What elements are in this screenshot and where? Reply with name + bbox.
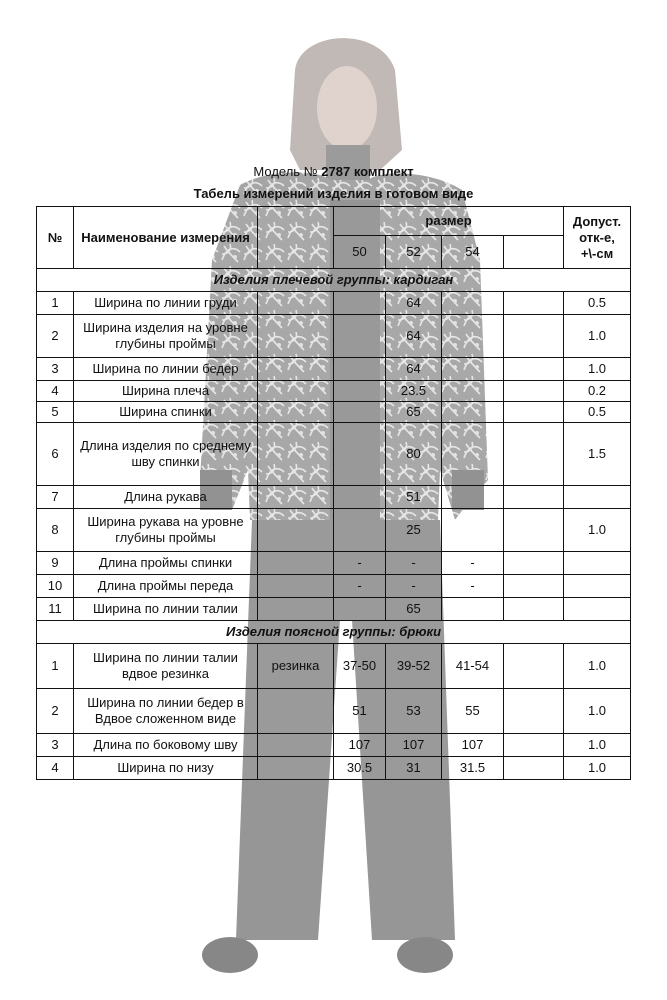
table-row [37,757,631,780]
row-empty [504,598,564,621]
row-tolerance: 1.0 [564,734,631,757]
row-size-50 [334,292,386,315]
row-size-50: - [334,552,386,575]
row-tolerance: 1.5 [564,423,631,486]
size-empty-header [504,236,564,269]
section-cardigan: Изделия плечевой группы: кардиган [37,269,631,292]
row-number: 4 [37,381,74,402]
table-row [37,381,631,402]
row-size-54 [442,381,504,402]
row-size-54: - [442,575,504,598]
row-size-54 [442,423,504,486]
row-name: Ширина по линии бедер [74,358,258,381]
model-title-prefix: Модель № [253,164,318,179]
table-row [37,598,631,621]
table-row [37,402,631,423]
row-tolerance: 1.0 [564,358,631,381]
row-number: 9 [37,552,74,575]
row-name: Ширина по линии талии [74,598,258,621]
row-tolerance: 0.5 [564,402,631,423]
row-number: 1 [37,292,74,315]
row-extra [258,757,334,780]
row-size-52: - [386,575,442,598]
row-empty [504,486,564,509]
row-size-50: 30.5 [334,757,386,780]
row-tolerance: 1.0 [564,689,631,734]
row-name: Ширина рукава на уровне глубины проймы [74,509,258,552]
row-size-52: 39-52 [386,644,442,689]
row-size-54: 41-54 [442,644,504,689]
row-extra [258,734,334,757]
row-empty [504,552,564,575]
row-empty [504,575,564,598]
table-row [37,689,631,734]
row-tolerance [564,575,631,598]
row-tolerance: 0.5 [564,292,631,315]
row-extra [258,315,334,358]
row-tolerance [564,552,631,575]
row-size-50 [334,598,386,621]
section-row [37,621,631,644]
measurement-table [36,206,631,780]
row-size-50: 107 [334,734,386,757]
size-54-header: 54 [442,236,504,269]
row-size-50 [334,358,386,381]
row-number: 4 [37,757,74,780]
row-number: 2 [37,315,74,358]
size-52-header: 52 [386,236,442,269]
row-size-52: 65 [386,402,442,423]
row-tolerance [564,486,631,509]
row-extra [258,689,334,734]
row-name: Ширина изделия на уровне глубины проймы [74,315,258,358]
row-size-52: 64 [386,315,442,358]
row-size-52: 64 [386,358,442,381]
row-size-54 [442,598,504,621]
table-row [37,292,631,315]
row-size-50: 37-50 [334,644,386,689]
row-size-50: - [334,575,386,598]
row-number: 10 [37,575,74,598]
row-size-52: 80 [386,423,442,486]
model-number: 2787 комплект [321,164,414,179]
row-size-50 [334,509,386,552]
row-name: Ширина спинки [74,402,258,423]
row-empty [504,734,564,757]
row-empty [504,358,564,381]
row-empty [504,689,564,734]
row-extra [258,598,334,621]
row-size-54 [442,292,504,315]
row-number: 3 [37,358,74,381]
tol-line-2: отк-е, [579,229,615,245]
row-size-52: 25 [386,509,442,552]
size-50-header: 50 [334,236,386,269]
section-row [37,269,631,292]
row-size-50 [334,402,386,423]
row-size-52: 53 [386,689,442,734]
row-size-52: 107 [386,734,442,757]
row-size-54 [442,315,504,358]
model-title [0,164,667,179]
row-extra [258,552,334,575]
table-row [37,552,631,575]
row-name: Ширина по линии груди [74,292,258,315]
row-name: Длина рукава [74,486,258,509]
row-size-52: 51 [386,486,442,509]
row-size-52: 64 [386,292,442,315]
row-extra [258,402,334,423]
row-empty [504,402,564,423]
row-size-50 [334,423,386,486]
row-size-54: 55 [442,689,504,734]
row-empty [504,381,564,402]
row-number: 5 [37,402,74,423]
row-empty [504,423,564,486]
row-size-52: 31 [386,757,442,780]
row-size-54: - [442,552,504,575]
row-size-54 [442,486,504,509]
col-tolerance-header [564,207,631,269]
row-number: 8 [37,509,74,552]
col-num-header: № [37,207,74,269]
row-name: Ширина по низу [74,757,258,780]
row-number: 11 [37,598,74,621]
header-row-1 [37,207,631,236]
table-row [37,644,631,689]
row-size-52: 65 [386,598,442,621]
row-name: Длина проймы переда [74,575,258,598]
row-size-50 [334,486,386,509]
row-size-54: 107 [442,734,504,757]
row-empty [504,757,564,780]
row-size-50: 51 [334,689,386,734]
row-tolerance: 1.0 [564,509,631,552]
row-tolerance: 1.0 [564,757,631,780]
row-empty [504,315,564,358]
table-row [37,358,631,381]
col-extra-header [258,207,334,269]
row-size-54 [442,509,504,552]
row-size-54 [442,402,504,423]
row-name: Длина изделия по среднему шву спинки [74,423,258,486]
table-row [37,734,631,757]
row-extra [258,509,334,552]
row-empty [504,509,564,552]
row-number: 2 [37,689,74,734]
row-number: 3 [37,734,74,757]
tol-line-1: Допуст. [572,213,622,229]
row-name: Длина проймы спинки [74,552,258,575]
section-trousers: Изделия поясной группы: брюки [37,621,631,644]
row-size-54: 31.5 [442,757,504,780]
row-extra [258,423,334,486]
row-empty [504,292,564,315]
row-size-54 [442,358,504,381]
table-row [37,509,631,552]
row-number: 1 [37,644,74,689]
row-number: 7 [37,486,74,509]
row-extra [258,358,334,381]
row-empty [504,644,564,689]
row-tolerance [564,598,631,621]
table-row [37,315,631,358]
row-size-52: - [386,552,442,575]
row-extra [258,486,334,509]
row-name: Ширина по линии бедер в Вдвое сложенном виде [74,689,258,734]
row-extra [258,381,334,402]
row-extra [258,292,334,315]
row-tolerance: 1.0 [564,644,631,689]
row-size-52: 23.5 [386,381,442,402]
row-extra: резинка [258,644,334,689]
col-name-header: Наименование измерения [74,207,258,269]
row-name: Ширина по линии талии вдвое резинка [74,644,258,689]
row-name: Ширина плеча [74,381,258,402]
row-size-50 [334,315,386,358]
tol-line-3: +\-см [580,245,614,261]
row-tolerance: 0.2 [564,381,631,402]
table-row [37,486,631,509]
col-size-header: размер [334,207,564,236]
row-size-50 [334,381,386,402]
table-title: Табель измерений изделия в готовом виде [193,186,474,201]
table-row [37,575,631,598]
table-row [37,423,631,486]
row-extra [258,575,334,598]
row-name: Длина по боковому шву [74,734,258,757]
row-number: 6 [37,423,74,486]
row-tolerance: 1.0 [564,315,631,358]
